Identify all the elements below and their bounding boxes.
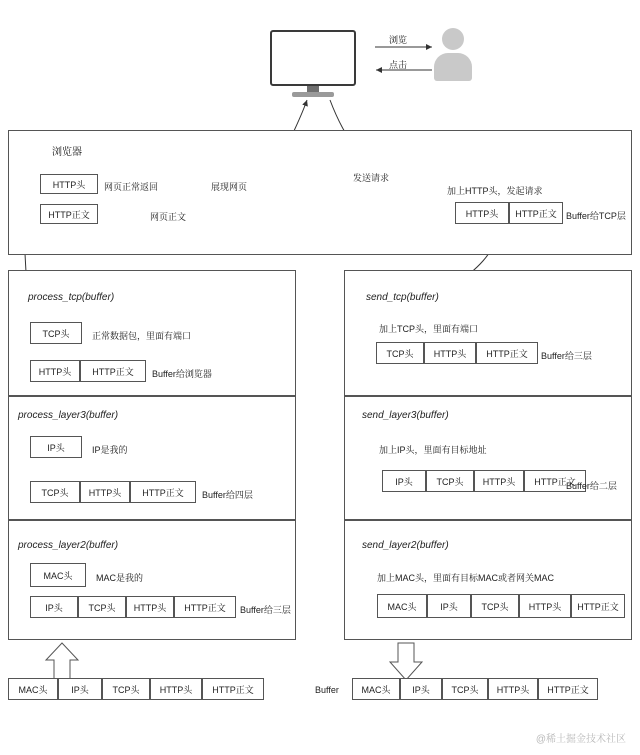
browser-panel-title: 浏览器 <box>52 147 82 158</box>
send-layer3-note: 加上IP头，里面有目标地址 <box>379 445 487 455</box>
user-avatar-body <box>434 53 472 81</box>
monitor-base <box>292 92 334 97</box>
process-layer2-row-0: IP头 <box>30 596 78 618</box>
send-layer3-row-0: IP头 <box>382 470 426 492</box>
process-tcp-title: process_tcp(buffer) <box>28 292 115 303</box>
send-layer2-note: 加上MAC头，里面有目标MAC或者网关MAC <box>377 573 554 583</box>
process-tcp-row-0: HTTP头 <box>30 360 80 382</box>
send-layer2-row-1: IP头 <box>427 594 471 618</box>
process-layer3-buffer-note: Buffer给四层 <box>202 490 253 500</box>
browser-http-body-cell: HTTP正文 <box>40 204 98 224</box>
send-layer3-row-3: HTTP正文 <box>524 470 586 492</box>
send-layer2-row-2: TCP头 <box>471 594 519 618</box>
recv-wire-cell-2: TCP头 <box>102 678 150 700</box>
browser-http-body-note: 网页正文 <box>150 212 187 222</box>
send-layer2-row-4: HTTP正文 <box>571 594 625 618</box>
send-tcp-row-0: TCP头 <box>376 342 424 364</box>
recv-wire-cell-4: HTTP正文 <box>202 678 264 700</box>
send-layer2-title: send_layer2(buffer) <box>362 540 449 551</box>
send-layer3-title: send_layer3(buffer) <box>362 410 449 421</box>
process-tcp-head-cell: TCP头 <box>30 322 82 344</box>
process-layer2-mac-cell: MAC头 <box>30 563 86 587</box>
recv-wire-cell-0: MAC头 <box>8 678 58 700</box>
process-layer2-title: process_layer2(buffer) <box>18 540 119 551</box>
process-layer2-row-2: HTTP头 <box>126 596 174 618</box>
process-layer3-note: IP是我的 <box>92 445 128 455</box>
browser-out-body-cell: HTTP正文 <box>509 202 563 224</box>
process-layer2-buffer-note: Buffer给三层 <box>240 605 291 615</box>
watermark: @稀土掘金技术社区 <box>535 734 626 745</box>
recv-wire-cell-3: HTTP头 <box>150 678 202 700</box>
process-layer3-title: process_layer3(buffer) <box>18 410 119 421</box>
process-tcp-buffer-note: Buffer给浏览器 <box>152 369 212 379</box>
process-layer3-row-2: HTTP正文 <box>130 481 196 503</box>
add-http-note: 加上HTTP头，发起请求 <box>447 186 543 196</box>
send-tcp-row-2: HTTP正文 <box>476 342 538 364</box>
send-request-label: 发送请求 <box>353 173 390 183</box>
send-layer2-row-0: MAC头 <box>377 594 427 618</box>
send-wire-cell-4: HTTP正文 <box>538 678 598 700</box>
render-page-label: 展现网页 <box>211 182 248 192</box>
send-layer3-row-1: TCP头 <box>426 470 474 492</box>
send-wire-cell-0: MAC头 <box>352 678 400 700</box>
process-tcp-row-1: HTTP正文 <box>80 360 146 382</box>
recv-wire-cell-1: IP头 <box>58 678 102 700</box>
process-layer3-ip-cell: IP头 <box>30 436 82 458</box>
send-layer2-row-3: HTTP头 <box>519 594 571 618</box>
browser-http-head-cell: HTTP头 <box>40 174 98 194</box>
send-wire-cell-1: IP头 <box>400 678 442 700</box>
send-layer3-row-2: HTTP头 <box>474 470 524 492</box>
send-wire-cell-3: HTTP头 <box>488 678 538 700</box>
process-layer3-row-0: TCP头 <box>30 481 80 503</box>
process-layer3-row-1: HTTP头 <box>80 481 130 503</box>
process-layer2-row-1: TCP头 <box>78 596 126 618</box>
send-tcp-note: 加上TCP头，里面有端口 <box>379 324 479 334</box>
process-tcp-note: 正常数据包，里面有端口 <box>92 331 192 341</box>
click-label: 点击 <box>389 60 408 70</box>
send-wire-cell-2: TCP头 <box>442 678 488 700</box>
monitor-screen <box>274 34 352 82</box>
send-tcp-title: send_tcp(buffer) <box>366 292 439 303</box>
browser-out-head-cell: HTTP头 <box>455 202 509 224</box>
user-avatar-head <box>442 28 464 50</box>
process-layer2-note: MAC是我的 <box>96 573 143 583</box>
browse-label: 浏览 <box>389 35 408 45</box>
send-layer3-buffer-note: Buffer给二层 <box>566 481 617 491</box>
send-wire-buffer-label: Buffer <box>315 685 339 695</box>
process-layer2-row-3: HTTP正文 <box>174 596 236 618</box>
browser-http-head-note: 网页正常返回 <box>104 182 159 192</box>
send-tcp-row-1: HTTP头 <box>424 342 476 364</box>
browser-buffer-note: Buffer给TCP层 <box>566 211 626 221</box>
send-tcp-buffer-note: Buffer给三层 <box>541 351 592 361</box>
